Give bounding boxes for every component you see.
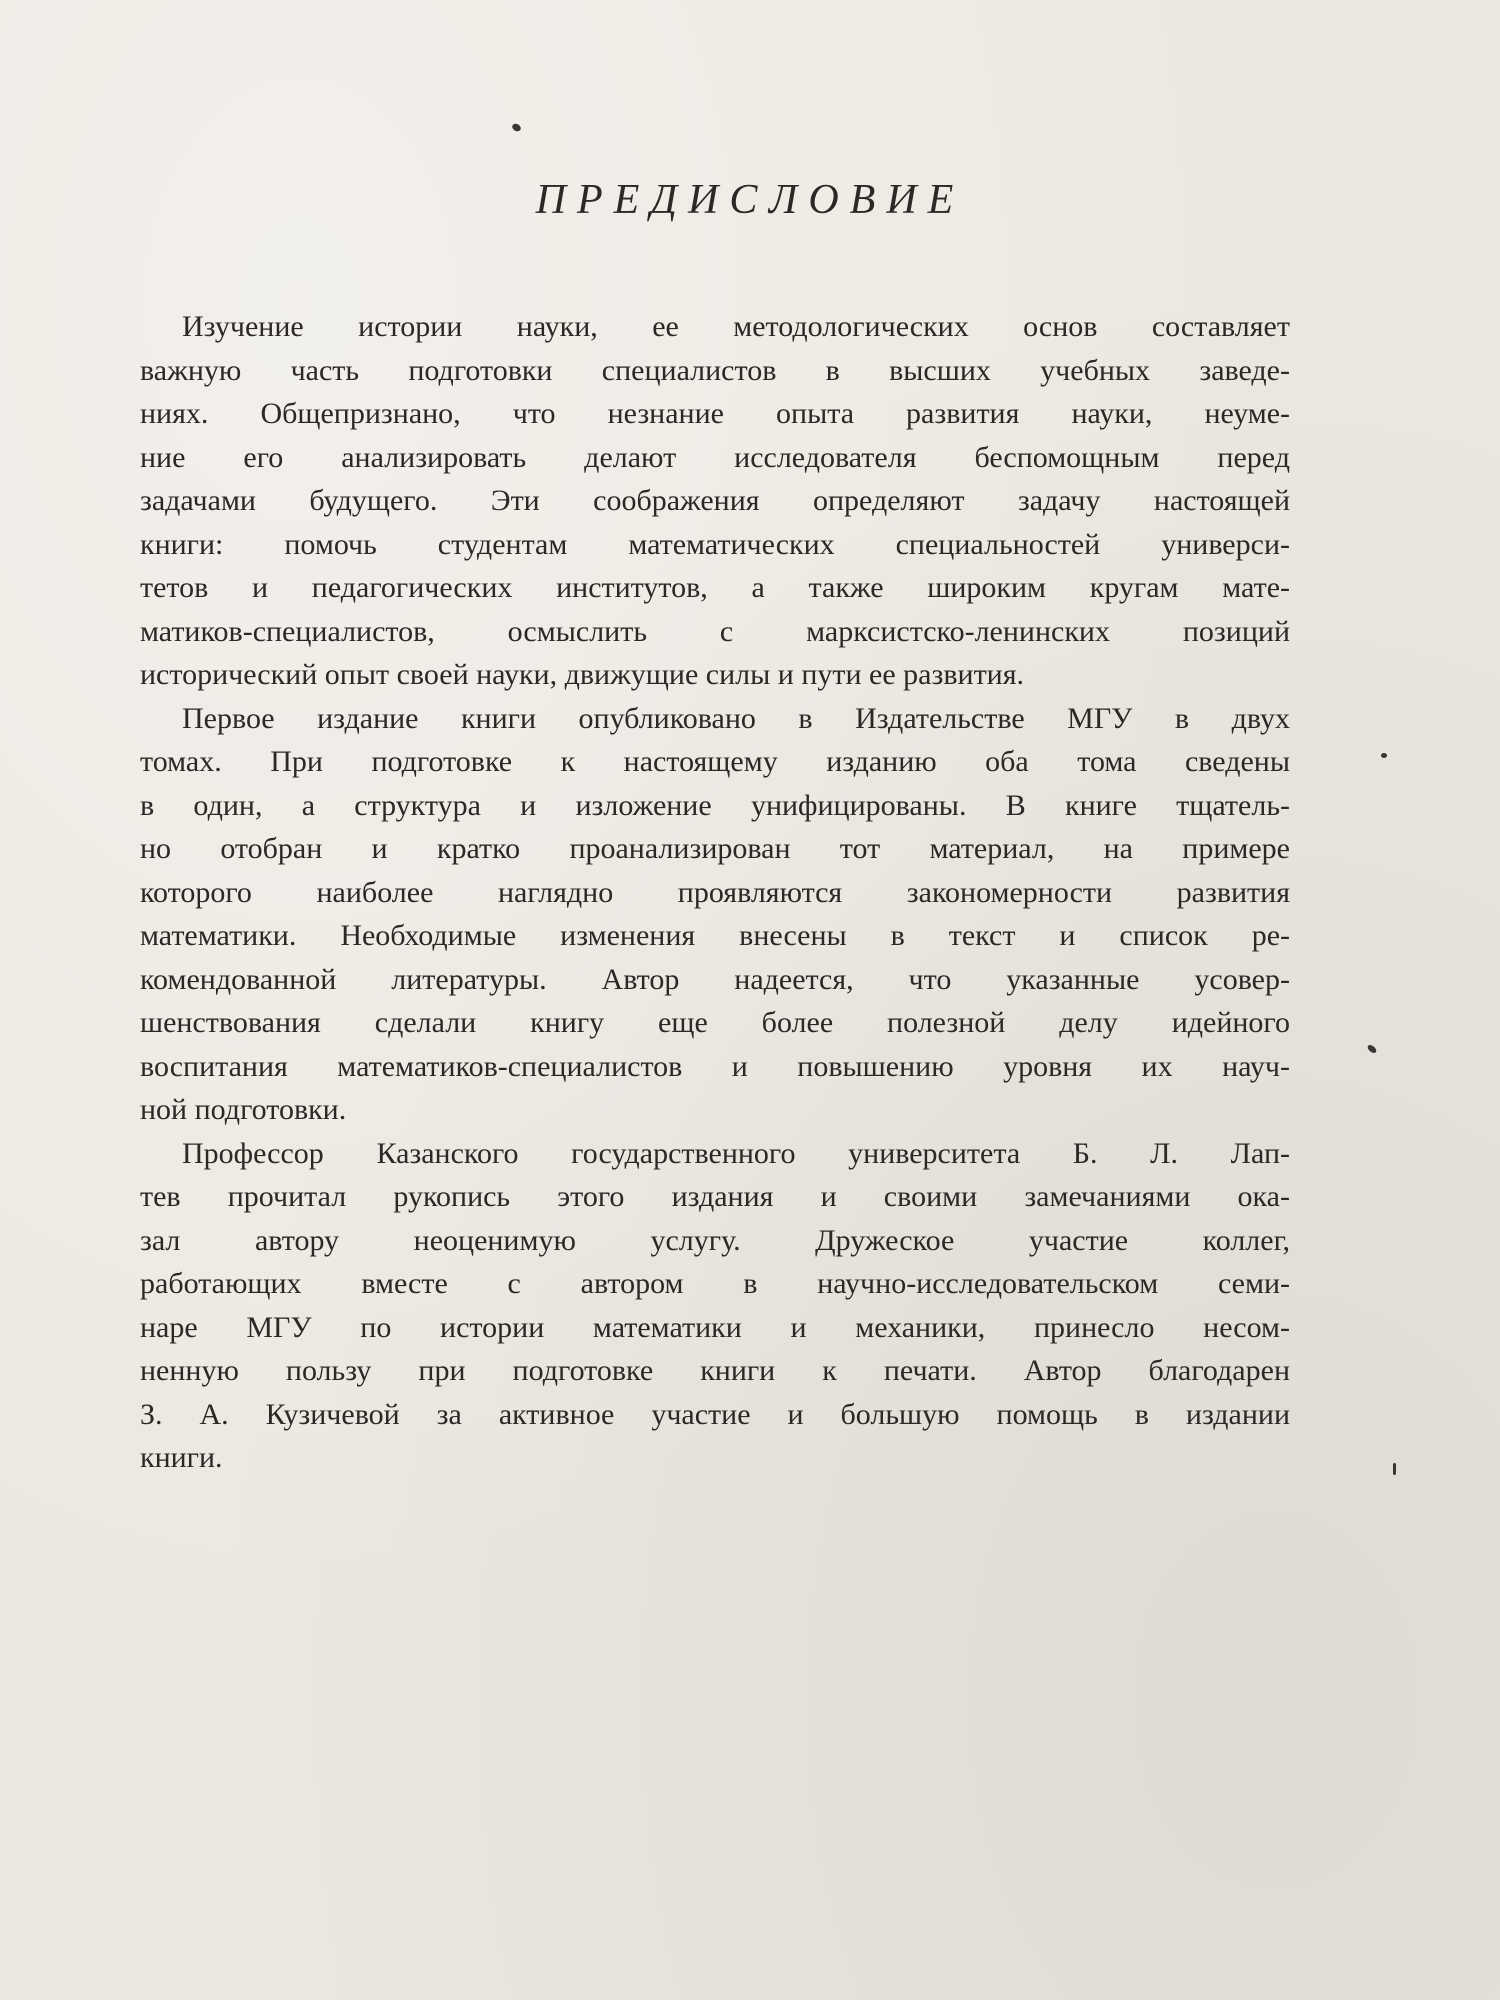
text-line: книги: помочь студентам математических специальностей универси- [140,527,1290,561]
preface-body [140,305,1290,1480]
text-line: которого наиболее наглядно проявляются закономерности развития [140,875,1290,909]
text-line: наре МГУ по истории математики и механики, принесло несом- [140,1310,1290,1344]
text-line: ной подготовки. [140,1093,347,1126]
text-line: матиков-специалистов, осмыслить с марксистско-ленинских позиций [140,614,1290,648]
paper-speck [1366,1043,1378,1054]
text-line: зал автору неоценимую услугу. Дружеское участие коллег, [140,1223,1290,1257]
text-line: шенствования сделали книгу еще более полезной делу идейного [140,1006,1290,1039]
text-line: задачами будущего. Эти соображения определяют задачу настоящей [140,484,1290,517]
text-line: томах. При подготовке к настоящему изданию оба тома сведены [140,745,1290,778]
paper-speck [511,122,522,133]
text-line: воспитания математиков-специалистов и повышению уровня их науч- [140,1049,1290,1083]
text-line: но отобран и кратко проанализирован тот материал, на примере [140,832,1290,865]
text-line: ненную пользу при подготовке книги к печати. Автор благодарен [140,1354,1290,1387]
text-line: в один, а структура и изложение унифицированы. В книге тщатель- [140,788,1290,822]
text-line: Профессор Казанского государственного университета Б. Л. Лап- [182,1136,1290,1170]
text-line: математики. Необходимые изменения внесены в текст и список ре- [140,919,1290,952]
text-line: книги. [140,1441,223,1474]
text-line: ниях. Общепризнано, что незнание опыта развития науки, неуме- [140,397,1290,430]
text-line: работающих вместе с автором в научно-исследовательском семи- [140,1267,1290,1300]
text-line: исторический опыт своей науки, движущие силы и пути ее развития. [140,658,1025,691]
paper-speck [1381,753,1387,758]
paragraph-1 [140,305,1290,697]
paragraph-3 [140,1132,1290,1480]
text-line: важную часть подготовки специалистов в высших учебных заведе- [140,353,1290,387]
text-line: З. А. Кузичевой за активное участие и большую помощь в издании [140,1397,1290,1431]
paragraph-2 [140,697,1290,1132]
text-line: Первое издание книги опубликовано в Издательстве МГУ в двух [182,701,1290,735]
text-line: Изучение истории науки, ее методологических основ составляет [182,310,1290,343]
text-line: комендованной литературы. Автор надеется, что указанные усовер- [140,962,1290,996]
paper-speck [1393,1463,1396,1475]
page-title: ПРЕДИСЛОВИЕ [535,177,965,223]
text-line: ние его анализировать делают исследователя беспомощным перед [140,440,1290,474]
text-line: тев прочитал рукопись этого издания и своими замечаниями ока- [140,1180,1290,1213]
text-line: тетов и педагогических институтов, а также широким кругам мате- [140,571,1290,604]
